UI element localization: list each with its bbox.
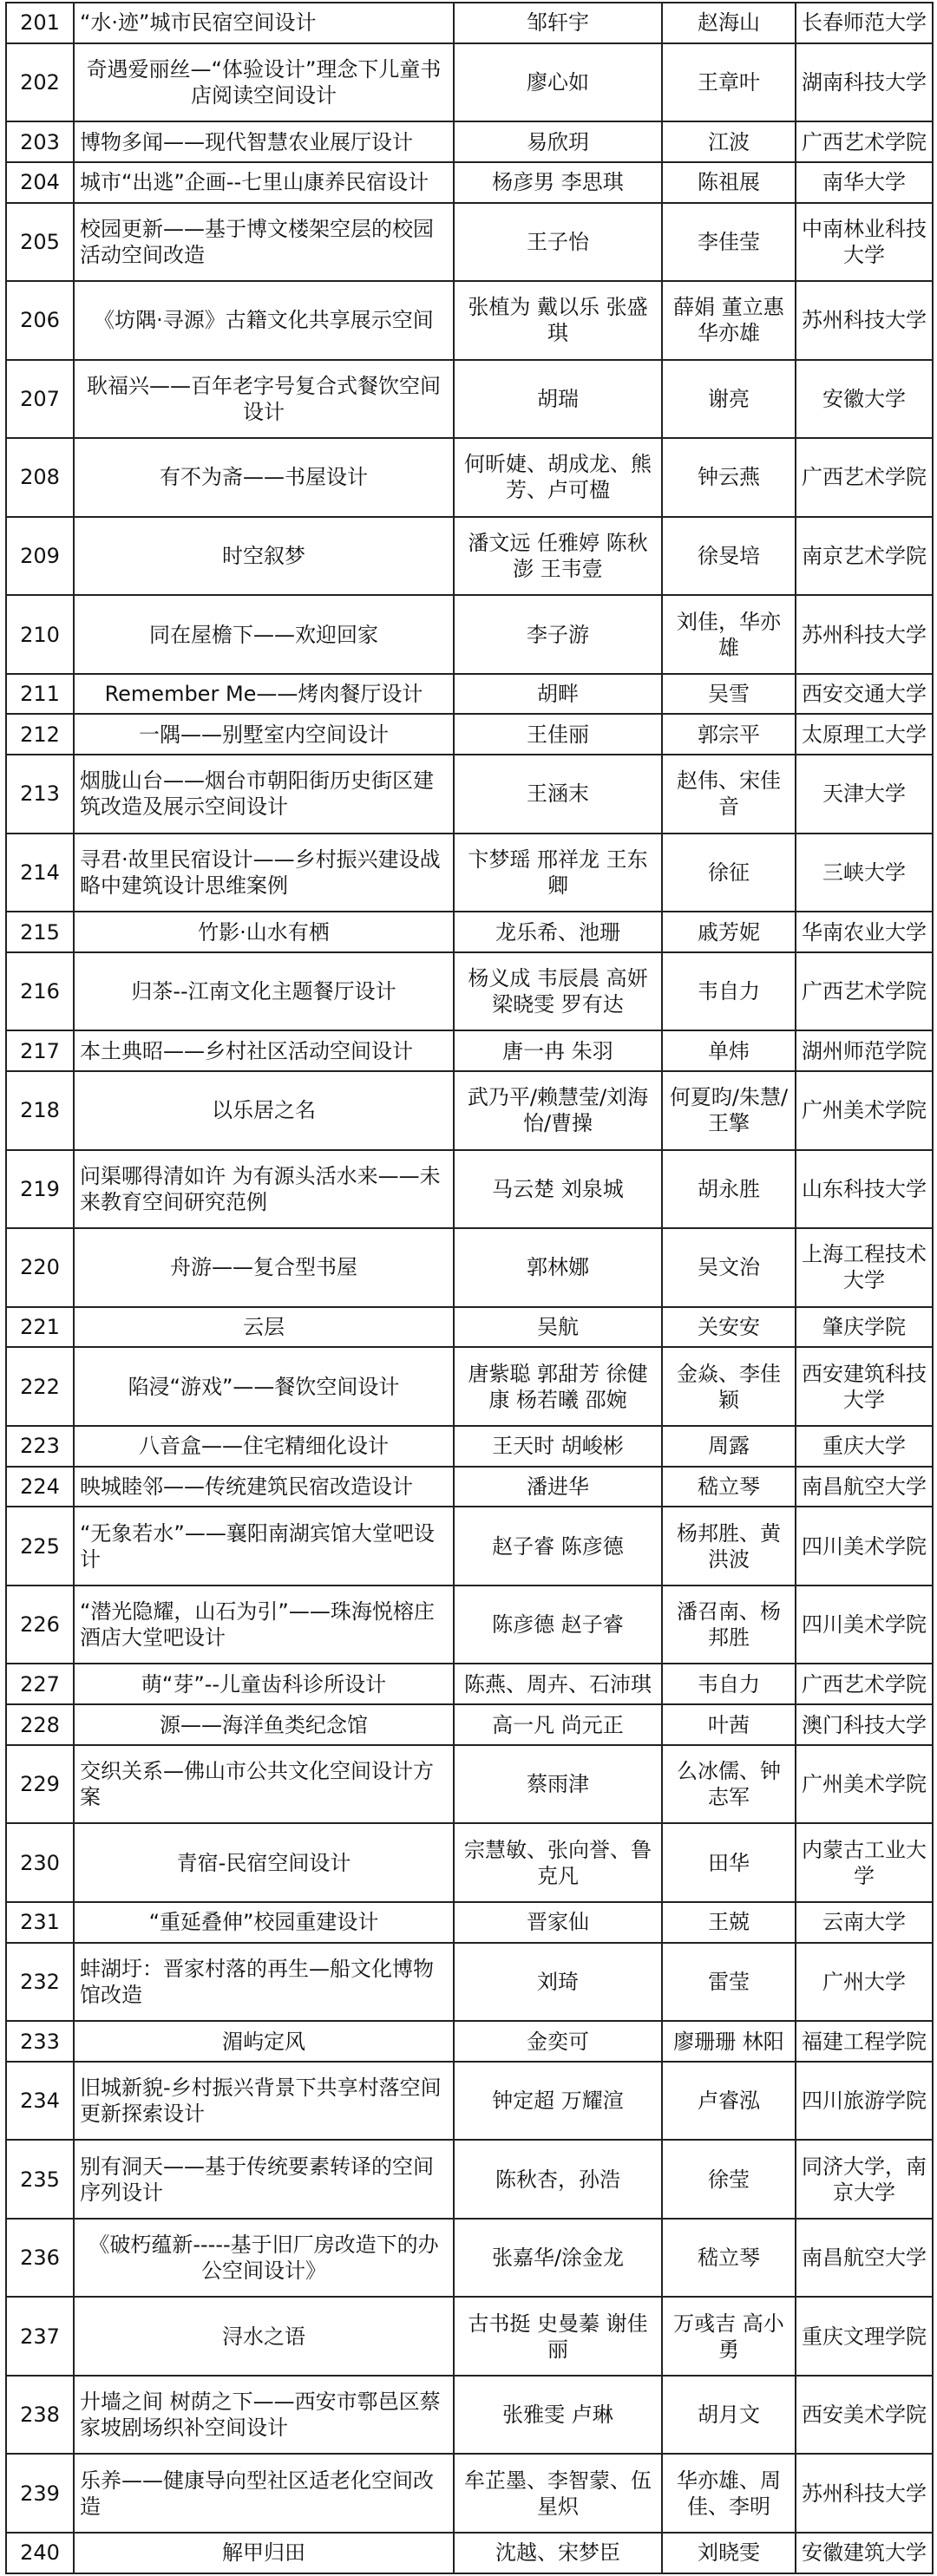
- entry-title: Remember Me——烤肉餐厅设计: [74, 674, 454, 715]
- entry-school: 长春师范大学: [796, 3, 933, 43]
- entry-advisor: 刘晓雯: [662, 2533, 796, 2573]
- entry-advisor: 王兢: [662, 1902, 796, 1943]
- entry-advisor: 田华: [662, 1823, 796, 1902]
- entry-title: 旧城新貌-乡村振兴背景下共享村落空间更新探索设计: [74, 2062, 454, 2141]
- entry-advisor: 华亦雄、周佳、李明: [662, 2454, 796, 2533]
- table-row: [6, 360, 933, 439]
- entry-title: 廾墙之间 树荫之下——西安市鄠邑区蔡家坡剧场织补空间设计: [74, 2376, 454, 2455]
- entry-school: 重庆文理学院: [796, 2297, 933, 2376]
- entry-advisor: 徐旻培: [662, 517, 796, 596]
- entry-number: 238: [6, 2376, 74, 2455]
- entry-school: 南华大学: [796, 162, 933, 203]
- entry-title: 别有洞天——基于传统要素转译的空间序列设计: [74, 2140, 454, 2219]
- awards-list-sheet: [5, 2, 932, 2574]
- entry-authors: 钟定超 万耀渲: [454, 2062, 662, 2141]
- entry-authors: 吴航: [454, 1307, 662, 1348]
- entry-title: 源——海洋鱼类纪念馆: [74, 1704, 454, 1745]
- entry-authors: 陈燕、周卉、石沛琪: [454, 1664, 662, 1704]
- table-row: [6, 674, 933, 715]
- entry-title: 舟游——复合型书屋: [74, 1228, 454, 1307]
- entry-title: 《坊隅·寻源》古籍文化共享展示空间: [74, 281, 454, 360]
- entry-number: 215: [6, 912, 74, 952]
- entry-school: 天津大学: [796, 755, 933, 834]
- entry-school: 广西艺术学院: [796, 952, 933, 1031]
- entry-authors: 宗慧敏、张向誉、鲁克凡: [454, 1823, 662, 1902]
- entry-number: 220: [6, 1228, 74, 1307]
- entry-number: 222: [6, 1347, 74, 1426]
- entry-advisor: 胡永胜: [662, 1150, 796, 1229]
- table-row: [6, 1071, 933, 1150]
- entry-number: 211: [6, 674, 74, 715]
- table-row: [6, 1150, 933, 1229]
- entry-advisor: 赵海山: [662, 3, 796, 43]
- entry-advisor: 雷莹: [662, 1943, 796, 2022]
- entry-title: 归茶--江南文化主题餐厅设计: [74, 952, 454, 1031]
- entry-school: 南京艺术学院: [796, 517, 933, 596]
- entry-advisor: 谢亮: [662, 360, 796, 439]
- table-row: [6, 1507, 933, 1585]
- table-row: [6, 438, 933, 517]
- entry-advisor: 杨邦胜、黄洪波: [662, 1507, 796, 1585]
- entry-title: 时空叙梦: [74, 517, 454, 596]
- entry-title: 《破朽蕴新-----基于旧厂房改造下的办公空间设计》: [74, 2219, 454, 2298]
- table-row: [6, 1228, 933, 1307]
- entry-advisor: 薛娟 董立惠 华亦雄: [662, 281, 796, 360]
- table-row: [6, 1943, 933, 2022]
- entry-number: 203: [6, 121, 74, 162]
- entry-advisor: 么冰儒、钟志军: [662, 1745, 796, 1824]
- entry-authors: 晋家仙: [454, 1902, 662, 1943]
- entry-authors: 易欣玥: [454, 121, 662, 162]
- entry-number: 221: [6, 1307, 74, 1348]
- entry-school: 四川旅游学院: [796, 2062, 933, 2141]
- entry-number: 216: [6, 952, 74, 1031]
- table-row: [6, 1902, 933, 1943]
- table-row: [6, 952, 933, 1031]
- table-row: [6, 2297, 933, 2376]
- entry-school: 四川美术学院: [796, 1585, 933, 1664]
- entry-title: 校园更新——基于博文楼架空层的校园活动空间改造: [74, 203, 454, 282]
- table-row: [6, 203, 933, 282]
- entry-advisor: 李佳莹: [662, 203, 796, 282]
- entry-advisor: 卢睿泓: [662, 2062, 796, 2141]
- entry-advisor: 万彧吉 高小勇: [662, 2297, 796, 2376]
- table-row: [6, 1745, 933, 1824]
- entry-advisor: 何夏昀/朱慧/王擎: [662, 1071, 796, 1150]
- table-row: [6, 834, 933, 912]
- entry-title: 耿福兴——百年老字号复合式餐饮空间设计: [74, 360, 454, 439]
- entry-number: 235: [6, 2140, 74, 2219]
- table-row: [6, 755, 933, 834]
- entry-school: 三峡大学: [796, 834, 933, 912]
- table-row: [6, 1664, 933, 1704]
- entry-title: 青宿-民宿空间设计: [74, 1823, 454, 1902]
- entry-school: 西安交通大学: [796, 674, 933, 715]
- entry-school: 湖州师范学院: [796, 1030, 933, 1071]
- entry-authors: 王子怡: [454, 203, 662, 282]
- entry-number: 210: [6, 595, 74, 674]
- entry-advisor: 金焱、李佳颖: [662, 1347, 796, 1426]
- entry-number: 234: [6, 2062, 74, 2141]
- table-row: [6, 2533, 933, 2573]
- table-row: [6, 2376, 933, 2455]
- entry-advisor: 潘召南、杨邦胜: [662, 1585, 796, 1664]
- entry-number: 229: [6, 1745, 74, 1824]
- table-row: [6, 1030, 933, 1071]
- entry-number: 213: [6, 755, 74, 834]
- table-row: [6, 2454, 933, 2533]
- entry-authors: 胡畔: [454, 674, 662, 715]
- table-row: [6, 595, 933, 674]
- table-row: [6, 43, 933, 122]
- entry-school: 苏州科技大学: [796, 595, 933, 674]
- entry-title: 解甲归田: [74, 2533, 454, 2573]
- entry-title: “潜光隐耀，山石为引”——珠海悦榕庄酒店大堂吧设计: [74, 1585, 454, 1664]
- entry-number: 204: [6, 162, 74, 203]
- entry-advisor: 叶茜: [662, 1704, 796, 1745]
- entry-number: 218: [6, 1071, 74, 1150]
- entry-advisor: 韦自力: [662, 952, 796, 1031]
- entry-number: 232: [6, 1943, 74, 2022]
- entry-authors: 牟芷墨、李智蒙、伍星炽: [454, 2454, 662, 2533]
- entry-authors: 龙乐希、池珊: [454, 912, 662, 952]
- entry-number: 207: [6, 360, 74, 439]
- entry-school: 福建工程学院: [796, 2021, 933, 2062]
- entry-authors: 潘文远 任雅婷 陈秋澎 王韦壹: [454, 517, 662, 596]
- entry-advisor: 刘佳，华亦雄: [662, 595, 796, 674]
- entry-number: 201: [6, 3, 74, 43]
- entry-advisor: 吴文治: [662, 1228, 796, 1307]
- entry-title: 浔水之语: [74, 2297, 454, 2376]
- entry-number: 233: [6, 2021, 74, 2062]
- entry-title: 八音盒——住宅精细化设计: [74, 1426, 454, 1467]
- entry-authors: 陈秋杏，孙浩: [454, 2140, 662, 2219]
- entry-authors: 何昕婕、胡成龙、熊芳、卢可楹: [454, 438, 662, 517]
- table-row: [6, 517, 933, 596]
- table-row: [6, 912, 933, 952]
- entry-authors: 王涵末: [454, 755, 662, 834]
- table-row: [6, 2021, 933, 2062]
- entry-number: 212: [6, 714, 74, 755]
- table-row: [6, 281, 933, 360]
- table-row: [6, 121, 933, 162]
- table-row: [6, 2140, 933, 2219]
- entry-advisor: 韦自力: [662, 1664, 796, 1704]
- entry-authors: 张植为 戴以乐 张盛琪: [454, 281, 662, 360]
- table-row: [6, 1467, 933, 1507]
- entry-title: 本土典昭——乡村社区活动空间设计: [74, 1030, 454, 1071]
- entry-school: 太原理工大学: [796, 714, 933, 755]
- entry-authors: 高一凡 尚元正: [454, 1704, 662, 1745]
- table-row: [6, 162, 933, 203]
- entry-authors: 金奕可: [454, 2021, 662, 2062]
- entry-number: 214: [6, 834, 74, 912]
- entry-advisor: 郭宗平: [662, 714, 796, 755]
- entry-title: 问渠哪得清如许 为有源头活水来——未来教育空间研究范例: [74, 1150, 454, 1229]
- entry-advisor: 胡月文: [662, 2376, 796, 2455]
- award-entries-table: [5, 2, 934, 2574]
- entry-school: 广西艺术学院: [796, 1664, 933, 1704]
- table-row: [6, 3, 933, 43]
- entry-school: 四川美术学院: [796, 1507, 933, 1585]
- entry-school: 华南农业大学: [796, 912, 933, 952]
- entry-school: 苏州科技大学: [796, 2454, 933, 2533]
- entry-number: 223: [6, 1426, 74, 1467]
- entry-number: 206: [6, 281, 74, 360]
- entry-number: 237: [6, 2297, 74, 2376]
- entry-title: 映城睦邻——传统建筑民宿改造设计: [74, 1467, 454, 1507]
- entry-school: 云南大学: [796, 1902, 933, 1943]
- entry-school: 肇庆学院: [796, 1307, 933, 1348]
- entry-title: “重延叠伸”校园重建设计: [74, 1902, 454, 1943]
- entry-authors: 唐紫聪 郭甜芳 徐健康 杨若曦 邵婉: [454, 1347, 662, 1426]
- entry-authors: 郭林娜: [454, 1228, 662, 1307]
- entry-advisor: 王章叶: [662, 43, 796, 122]
- entry-authors: 王天时 胡峻彬: [454, 1426, 662, 1467]
- entry-advisor: 江波: [662, 121, 796, 162]
- entry-school: 澳门科技大学: [796, 1704, 933, 1745]
- entry-number: 219: [6, 1150, 74, 1229]
- table-row: [6, 1823, 933, 1902]
- entry-school: 内蒙古工业大学: [796, 1823, 933, 1902]
- entry-authors: 古书挺 史曼蓁 谢佳丽: [454, 2297, 662, 2376]
- entry-authors: 刘琦: [454, 1943, 662, 2022]
- entry-advisor: 徐莹: [662, 2140, 796, 2219]
- entry-school: 广西艺术学院: [796, 121, 933, 162]
- entry-title: 奇遇爱丽丝—“体验设计”理念下儿童书店阅读空间设计: [74, 43, 454, 122]
- entry-title: 烟胧山台——烟台市朝阳街历史街区建筑改造及展示空间设计: [74, 755, 454, 834]
- entry-number: 205: [6, 203, 74, 282]
- entry-number: 240: [6, 2533, 74, 2573]
- entry-title: 竹影·山水有栖: [74, 912, 454, 952]
- table-row: [6, 1585, 933, 1664]
- entry-title: 博物多闻——现代智慧农业展厅设计: [74, 121, 454, 162]
- entry-authors: 陈彦德 赵子睿: [454, 1585, 662, 1664]
- entry-authors: 卞梦瑶 邢祥龙 王东卿: [454, 834, 662, 912]
- entry-authors: 唐一冉 朱羽: [454, 1030, 662, 1071]
- table-row: [6, 1426, 933, 1467]
- entry-school: 广州美术学院: [796, 1071, 933, 1150]
- entry-school: 西安建筑科技大学: [796, 1347, 933, 1426]
- entry-school: 湖南科技大学: [796, 43, 933, 122]
- entry-advisor: 关安安: [662, 1307, 796, 1348]
- entry-school: 南昌航空大学: [796, 2219, 933, 2298]
- entry-authors: 蔡雨津: [454, 1745, 662, 1824]
- entry-authors: 邹轩宇: [454, 3, 662, 43]
- entry-advisor: 廖珊珊 林阳: [662, 2021, 796, 2062]
- entry-school: 安徽大学: [796, 360, 933, 439]
- entry-number: 239: [6, 2454, 74, 2533]
- entry-school: 南昌航空大学: [796, 1467, 933, 1507]
- entry-school: 广西艺术学院: [796, 438, 933, 517]
- entry-number: 230: [6, 1823, 74, 1902]
- entry-title: “无象若水”——襄阳南湖宾馆大堂吧设计: [74, 1507, 454, 1585]
- entry-authors: 武乃平/赖慧莹/刘海怡/曹操: [454, 1071, 662, 1150]
- entry-authors: 潘进华: [454, 1467, 662, 1507]
- entry-title: 交织关系—佛山市公共文化空间设计方案: [74, 1745, 454, 1824]
- entry-authors: 赵子睿 陈彦德: [454, 1507, 662, 1585]
- entry-authors: 沈越、宋梦臣: [454, 2533, 662, 2573]
- entry-title: 陷浸“游戏”——餐饮空间设计: [74, 1347, 454, 1426]
- entry-number: 231: [6, 1902, 74, 1943]
- entry-authors: 马云楚 刘泉城: [454, 1150, 662, 1229]
- entry-school: 同济大学，南京大学: [796, 2140, 933, 2219]
- entry-authors: 杨义成 韦辰晨 高妍 梁晓雯 罗有达: [454, 952, 662, 1031]
- entry-school: 广州大学: [796, 1943, 933, 2022]
- entry-school: 中南林业科技大学: [796, 203, 933, 282]
- entry-advisor: 嵇立琴: [662, 1467, 796, 1507]
- entry-title: 同在屋檐下——欢迎回家: [74, 595, 454, 674]
- entry-number: 224: [6, 1467, 74, 1507]
- entry-title: 一隅——别墅室内空间设计: [74, 714, 454, 755]
- entry-authors: 张雅雯 卢琳: [454, 2376, 662, 2455]
- entry-title: 城市“出逃”企画--七里山康养民宿设计: [74, 162, 454, 203]
- entry-title: 有不为斋——书屋设计: [74, 438, 454, 517]
- entry-advisor: 赵伟、宋佳音: [662, 755, 796, 834]
- entry-title: 蚌湖圩：晋家村落的再生—船文化博物馆改造: [74, 1943, 454, 2022]
- entry-authors: 胡瑞: [454, 360, 662, 439]
- table-row: [6, 1704, 933, 1745]
- entry-advisor: 吴雪: [662, 674, 796, 715]
- entry-title: 云层: [74, 1307, 454, 1348]
- entry-school: 西安美术学院: [796, 2376, 933, 2455]
- entry-advisor: 周露: [662, 1426, 796, 1467]
- entry-school: 上海工程技术大学: [796, 1228, 933, 1307]
- entry-advisor: 钟云燕: [662, 438, 796, 517]
- table-row: [6, 714, 933, 755]
- entry-title: “水·迹”城市民宿空间设计: [74, 3, 454, 43]
- entry-school: 山东科技大学: [796, 1150, 933, 1229]
- entry-number: 225: [6, 1507, 74, 1585]
- entry-school: 广州美术学院: [796, 1745, 933, 1824]
- entry-authors: 李子游: [454, 595, 662, 674]
- entry-authors: 王佳丽: [454, 714, 662, 755]
- table-row: [6, 2062, 933, 2141]
- entry-title: 寻君·故里民宿设计——乡村振兴建设战略中建筑设计思维案例: [74, 834, 454, 912]
- entry-advisor: 单炜: [662, 1030, 796, 1071]
- entry-title: 以乐居之名: [74, 1071, 454, 1150]
- entry-number: 236: [6, 2219, 74, 2298]
- award-entries-body: [6, 3, 933, 2573]
- entry-number: 227: [6, 1664, 74, 1704]
- entry-number: 228: [6, 1704, 74, 1745]
- table-row: [6, 1347, 933, 1426]
- entry-number: 202: [6, 43, 74, 122]
- entry-authors: 张嘉华/涂金龙: [454, 2219, 662, 2298]
- entry-authors: 廖心如: [454, 43, 662, 122]
- entry-number: 209: [6, 517, 74, 596]
- entry-advisor: 陈祖展: [662, 162, 796, 203]
- entry-number: 217: [6, 1030, 74, 1071]
- table-row: [6, 1307, 933, 1348]
- entry-school: 重庆大学: [796, 1426, 933, 1467]
- table-row: [6, 2219, 933, 2298]
- entry-number: 208: [6, 438, 74, 517]
- entry-title: 乐养——健康导向型社区适老化空间改造: [74, 2454, 454, 2533]
- entry-advisor: 徐征: [662, 834, 796, 912]
- entry-advisor: 嵇立琴: [662, 2219, 796, 2298]
- entry-advisor: 戚芳妮: [662, 912, 796, 952]
- entry-school: 安徽建筑大学: [796, 2533, 933, 2573]
- entry-authors: 杨彦男 李思琪: [454, 162, 662, 203]
- entry-title: 湄屿定风: [74, 2021, 454, 2062]
- entry-number: 226: [6, 1585, 74, 1664]
- entry-title: 萌“芽”--儿童齿科诊所设计: [74, 1664, 454, 1704]
- entry-school: 苏州科技大学: [796, 281, 933, 360]
